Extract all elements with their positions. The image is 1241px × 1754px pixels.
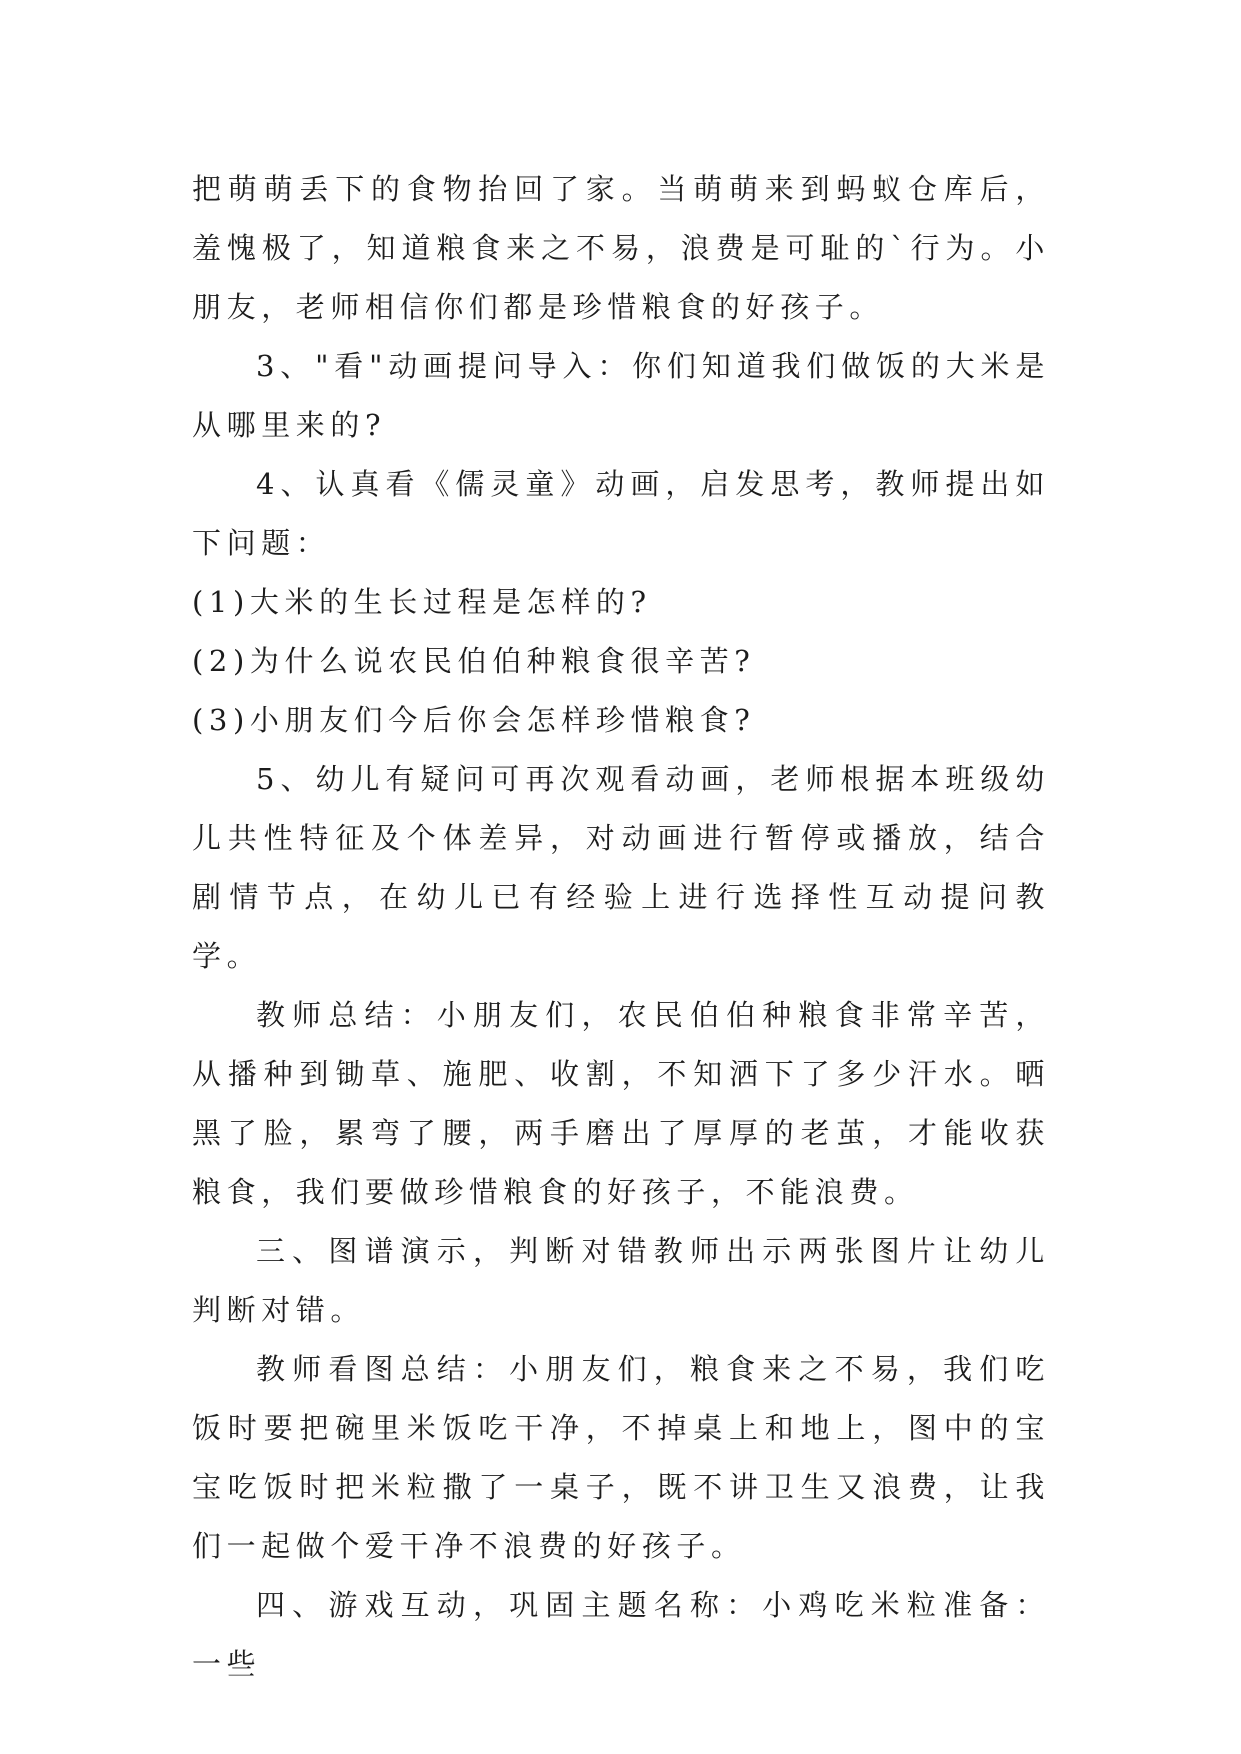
question-item-1: (1)大米的生长过程是怎样的? <box>192 585 652 619</box>
paragraph-section-3: 三、图谱演示，判断对错教师出示两张图片让幼儿判断对错。 <box>192 1234 1050 1327</box>
paragraph-step-4: 4、认真看《儒灵童》动画，启发思考，教师提出如下问题： <box>192 467 1050 560</box>
document-body <box>192 160 1050 1694</box>
question-item-3: (3)小朋友们今后你会怎样珍惜粮食? <box>192 703 756 737</box>
paragraph-step-3: 3、"看"动画提问导入：你们知道我们做饭的大米是从哪里来的? <box>192 349 1050 442</box>
paragraph-teacher-summary: 教师总结：小朋友们，农民伯伯种粮食非常辛苦，从播种到锄草、施肥、收割，不知洒下了多少汗水。晒黑了脸，累弯了腰，两手磨出了厚厚的老茧，才能收获粮食，我们要做珍惜粮食的好孩子，不能浪费。 <box>192 998 1050 1209</box>
question-item-2: (2)为什么说农民伯伯种粮食很辛苦? <box>192 644 756 678</box>
paragraph-picture-summary: 教师看图总结：小朋友们，粮食来之不易，我们吃饭时要把碗里米饭吃干净，不掉桌上和地上，图中的宝宝吃饭时把米粒撒了一桌子，既不讲卫生又浪费，让我们一起做个爱干净不浪费的好孩子。 <box>192 1352 1050 1563</box>
paragraph-section-4: 四、游戏互动，巩固主题名称：小鸡吃米粒准备：一些 <box>192 1588 1050 1681</box>
paragraph-continuation: 把萌萌丢下的食物抬回了家。当萌萌来到蚂蚁仓库后，羞愧极了，知道粮食来之不易，浪费是可耻的`行为。小朋友，老师相信你们都是珍惜粮食的好孩子。 <box>192 172 1050 324</box>
paragraph-step-5: 5、幼儿有疑问可再次观看动画，老师根据本班级幼儿共性特征及个体差异，对动画进行暂停或播放，结合剧情节点，在幼儿已有经验上进行选择性互动提问教学。 <box>192 762 1050 973</box>
